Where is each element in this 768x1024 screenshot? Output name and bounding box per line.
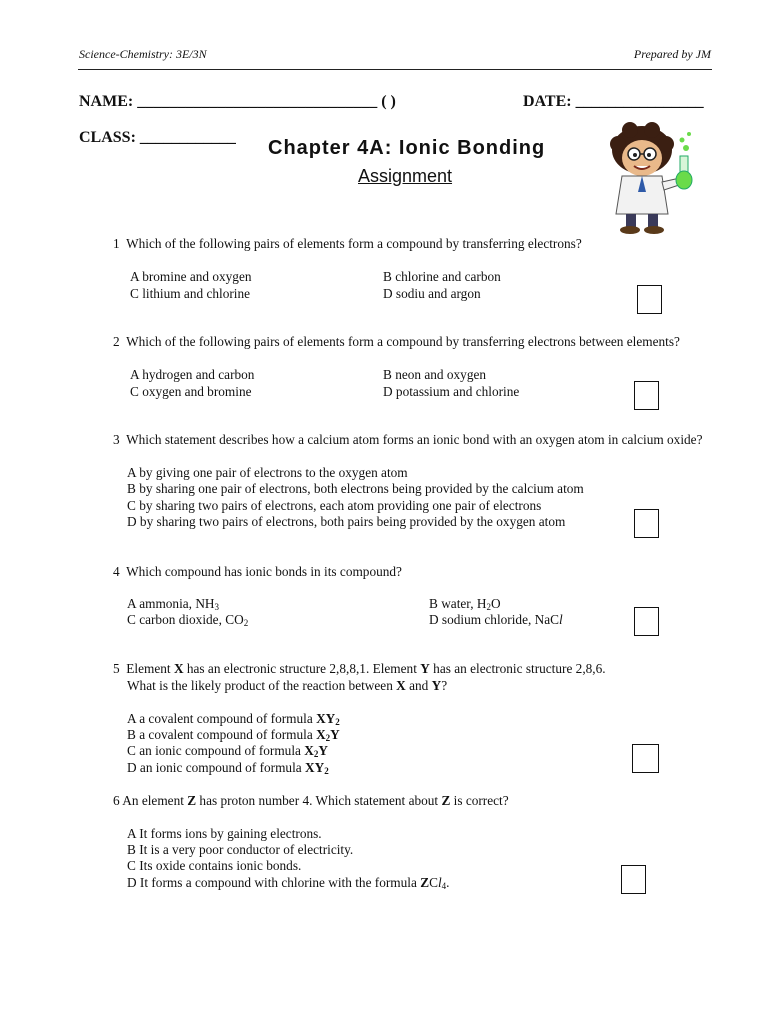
question-text: Which of the following pairs of elements form a compound by transferring electrons between elements?: [126, 334, 680, 349]
q3-answer-box[interactable]: [634, 509, 659, 538]
q3-option-b: B by sharing one pair of electrons, both electrons being provided by the calcium atom: [127, 481, 584, 496]
q1-option-d: D sodiu and argon: [383, 286, 481, 301]
q4-answer-box[interactable]: [634, 607, 659, 636]
q3-option-c: C by sharing two pairs of electrons, each atom providing one pair of electrons: [127, 498, 542, 513]
q2-option-d: D potassium and chlorine: [383, 384, 520, 399]
q2-option-c: C oxygen and bromine: [130, 384, 252, 399]
q2-option-b: B neon and oxygen: [383, 367, 487, 382]
page-title: Chapter 4A: Ionic Bonding: [268, 137, 546, 159]
option-text: C carbon dioxide, CO: [127, 612, 244, 627]
q3-option-a: A by giving one pair of electrons to the oxygen atom: [127, 465, 408, 480]
question-4: [113, 564, 402, 580]
question-number: 2: [113, 334, 120, 349]
question-2: [113, 334, 680, 350]
q6-option-d: D It forms a compound with chlorine with the formula ZCl$_4$.: [127, 875, 450, 891]
q4-option-d: D sodium chloride, NaCl: [429, 612, 563, 627]
q4-option-a: A ammonia, $NH_3$: [127, 596, 220, 612]
page-subtitle: Assignment: [358, 166, 453, 186]
question-5-line2: What is the likely product of the reaction between X and Y?: [127, 678, 448, 693]
question-text: Which compound has ionic bonds in its compound?: [126, 564, 402, 579]
question-number: 5: [113, 661, 120, 676]
option-text: C an ionic compound of formula: [127, 743, 305, 758]
q5-option-d: D an ionic compound of formula $XY_2$: [127, 760, 329, 776]
question-text: Which statement describes how a calcium atom forms an ionic bond with an oxygen atom in calcium oxide?: [126, 432, 703, 447]
q6-answer-box[interactable]: [621, 865, 646, 894]
q5-option-a: A a covalent compound of formula $XY_2$: [127, 711, 340, 727]
option-text: D It forms a compound with chlorine with the formula: [127, 875, 421, 890]
q4-option-b: B water, $H_2O$: [429, 596, 501, 612]
q1-option-c: C lithium and chlorine: [130, 286, 251, 301]
question-number: 3: [113, 432, 120, 447]
question-text: Which of the following pairs of elements form a compound by transferring electrons?: [126, 236, 582, 251]
question-5: 5 Element X has an electronic structure 2,8,8,1. Element Y has an electronic structure 2,8,6.: [113, 661, 606, 676]
q6-option-b: B It is a very poor conductor of electricity.: [127, 842, 354, 857]
option-text: D sodium chloride, NaC: [429, 612, 559, 627]
question-3: [113, 432, 702, 448]
question-number: 4: [113, 564, 120, 579]
q2-answer-box[interactable]: [634, 381, 659, 410]
header-rule: [78, 69, 712, 70]
q2-option-a: A hydrogen and carbon: [130, 367, 255, 382]
class-field: CLASS: ____________: [79, 129, 236, 146]
option-text: B water, H: [429, 596, 487, 611]
q3-option-d: D by sharing two pairs of electrons, both pairs being provided by the oxygen atom: [127, 514, 566, 529]
scientist-illustration: [590, 122, 750, 237]
q1-option-a: A bromine and oxygen: [130, 269, 252, 284]
q5-answer-box[interactable]: [632, 744, 659, 773]
q1-option-b: B chlorine and carbon: [383, 269, 501, 284]
q6-option-c: C Its oxide contains ionic bonds.: [127, 858, 302, 873]
author-label: Prepared by JM: [633, 47, 711, 61]
option-text: B a covalent compound of formula: [127, 727, 317, 742]
q1-answer-box[interactable]: [637, 285, 662, 314]
q5-option-b: B a covalent compound of formula $X_2Y$: [127, 727, 340, 743]
question-1: [113, 236, 582, 252]
question-6: 6 An element Z has proton number 4. Which statement about Z is correct?: [113, 793, 509, 808]
name-field: NAME: ______________________________ ( ): [79, 93, 396, 110]
question-number: 6: [113, 793, 120, 808]
q4-option-c: C carbon dioxide, $CO_2$: [127, 612, 249, 628]
date-field: DATE: ________________: [523, 93, 704, 110]
option-text: D an ionic compound of formula: [127, 760, 305, 775]
option-text: A ammonia, NH: [127, 596, 215, 611]
question-number: 1: [113, 236, 120, 251]
q6-option-a: A It forms ions by gaining electrons.: [127, 826, 322, 841]
option-text: A a covalent compound of formula: [127, 711, 317, 726]
q5-option-c: C an ionic compound of formula $X_2Y$: [127, 743, 328, 759]
course-label: Science-Chemistry: 3E/3N: [79, 47, 207, 61]
